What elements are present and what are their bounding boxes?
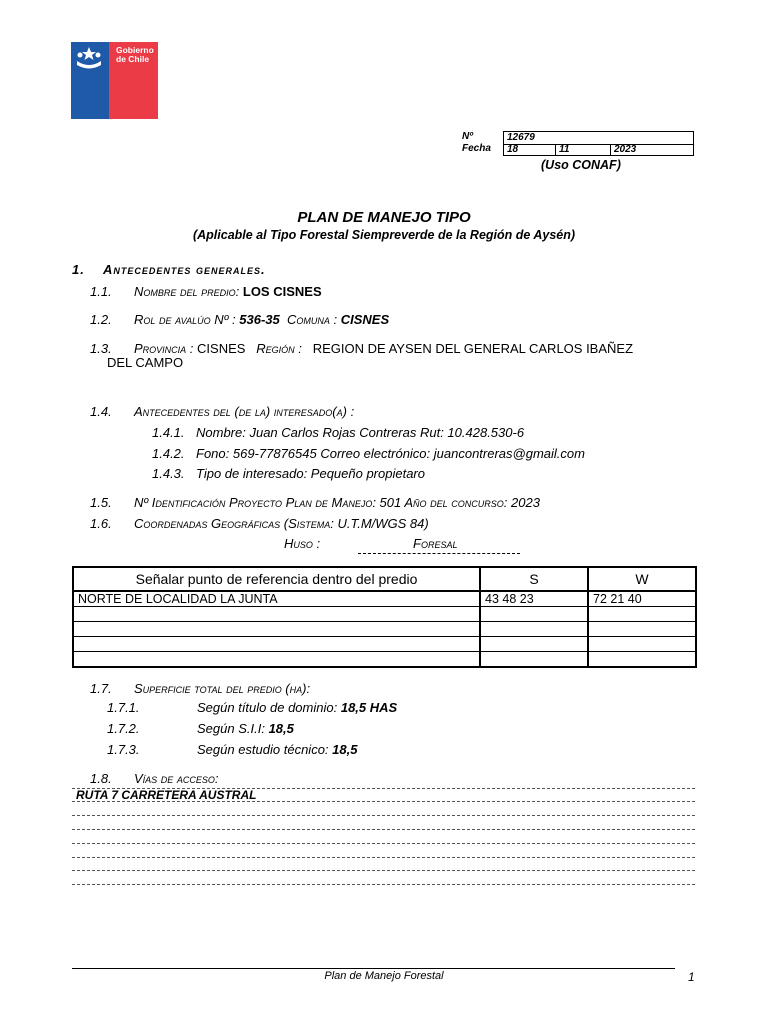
access-line [72,801,695,802]
logo-line2: de Chile [116,54,150,64]
item-1-7-2 [197,721,294,736]
conaf-number-box [503,131,694,156]
section-1-title: Antecedentes generales. [103,262,266,277]
uso-conaf: (Uso CONAF) [541,158,621,172]
item-1-2-label: Rol de avalúo Nº : [134,312,236,327]
item-1-1 [134,284,322,299]
table-header-w: W [588,567,696,591]
fecha-row [504,144,693,156]
item-1-6-num: 1.6. [90,516,112,531]
gobierno-de-chile-logo [71,42,158,119]
item-1-2-value2: CISNES [340,312,390,327]
item-1-7-3-num: 1.7.3. [107,742,140,757]
item-1-1-label: Nombre del predio: [134,284,240,299]
item-1-7-3-value: 18,5 [332,742,358,757]
huso-label: Huso : [284,536,321,551]
huso-underline [358,553,520,554]
table-row [73,591,696,607]
table-row [73,607,696,622]
item-1-7-3 [197,742,357,757]
item-1-7-label: Superficie total del predio (ha): [134,681,311,696]
access-line [72,870,695,871]
table-header-s: S [480,567,588,591]
page-subtitle: (Aplicable al Tipo Forestal Siempreverde de la Región de Aysén) [192,228,576,242]
item-1-1-num: 1.1. [90,284,112,299]
item-1-4-3-text: Tipo de interesado: Pequeño propietaro [196,466,425,481]
fecha-anio: 2023 [614,144,637,155]
item-1-3 [134,341,698,356]
item-1-2-label2: Comuna : [286,312,338,327]
table-row [73,652,696,668]
access-line [72,843,695,844]
item-1-3-label2: Región : [256,341,302,356]
item-1-4-2-text: Fono: 569-77876545 Correo electrónico: juancontreras@gmail.com [196,446,585,461]
huso-value: Foresal [413,536,458,551]
item-1-3-value2b: DEL CAMPO [107,355,184,370]
item-1-7-1-label: Según título de dominio: [197,700,338,715]
item-1-8-num: 1.8. [90,771,112,786]
item-1-4-3-num: 1.4.3. [152,466,185,481]
item-1-3-value: CISNES [197,341,246,356]
item-1-4-1-num: 1.4.1. [152,425,185,440]
item-1-7-2-num: 1.7.2. [107,721,140,736]
table-header-reference: Señalar punto de referencia dentro del predio [73,567,480,591]
table-cell-reference [73,622,480,637]
section-1-number: 1. [72,262,85,277]
item-1-3-label: Provincia : [134,341,194,356]
numero-value: 12679 [507,132,535,143]
table-cell-s [480,652,588,668]
table-row [73,622,696,637]
item-1-7-2-value: 18,5 [268,721,294,736]
item-1-8-label: Vías de acceso: [134,771,219,786]
access-line [72,815,695,816]
fecha-mes: 11 [556,144,611,156]
footer-rule [72,968,675,969]
access-line [72,884,695,885]
table-cell-reference [73,607,480,622]
table-cell-s: 43 48 23 [480,591,588,607]
table-cell-w [588,622,696,637]
item-1-1-value: LOS CISNES [242,284,322,299]
page-number: 1 [688,970,695,984]
item-1-4-label: Antecedentes del (de la) interesado(a) : [134,404,355,419]
item-1-6-text: Coordenadas Geográficas (Sistema: U.T.M/WGS 84) [134,516,429,531]
item-1-3-value2: REGION DE AYSEN DEL GENERAL CARLOS IBAÑEZ [312,341,634,356]
item-1-2-value: 536-35 [239,312,280,327]
coordinates-table [72,566,697,668]
table-cell-s [480,637,588,652]
table-cell-reference [73,637,480,652]
table-cell-w [588,637,696,652]
item-1-7-3-label: Según estudio técnico: [197,742,329,757]
item-1-4-1-text: Nombre: Juan Carlos Rojas Contreras Rut: 10.428.530-6 [196,425,525,440]
table-cell-w [588,607,696,622]
coat-of-arms-icon [74,45,104,71]
item-1-7-1 [197,700,397,715]
table-cell-s [480,622,588,637]
logo-line1: Gobierno [116,45,154,55]
table-cell-s [480,607,588,622]
table-cell-w: 72 21 40 [588,591,696,607]
item-1-7-1-value: 18,5 HAS [340,700,398,715]
item-1-5-num: 1.5. [90,495,112,510]
item-1-3-num: 1.3. [90,341,112,356]
item-1-2 [134,312,389,327]
table-cell-reference [73,652,480,668]
numero-label: Nº [462,131,473,142]
logo-text [116,46,154,64]
access-line [72,829,695,830]
logo-blue-band [71,42,109,119]
access-line [72,857,695,858]
item-1-4-2-num: 1.4.2. [152,446,185,461]
item-1-7-num: 1.7. [90,681,112,696]
table-cell-w [588,652,696,668]
table-row [73,637,696,652]
item-1-2-num: 1.2. [90,312,112,327]
table-header-row [73,567,696,591]
fecha-label: Fecha [462,143,491,154]
footer-text: Plan de Manejo Forestal [324,970,444,982]
access-value: RUTA 7 CARRETERA AUSTRAL [76,788,257,802]
page-title: PLAN DE MANEJO TIPO [297,209,471,226]
table-cell-reference: NORTE DE LOCALIDAD LA JUNTA [73,591,480,607]
item-1-7-2-label: Según S.I.I: [197,721,265,736]
item-1-7-1-num: 1.7.1. [107,700,140,715]
item-1-4-num: 1.4. [90,404,112,419]
item-1-5-text: Nº Identificación Proyecto Plan de Manejo: 501 Año del concurso: 2023 [134,495,540,510]
fecha-dia: 18 [504,144,556,156]
